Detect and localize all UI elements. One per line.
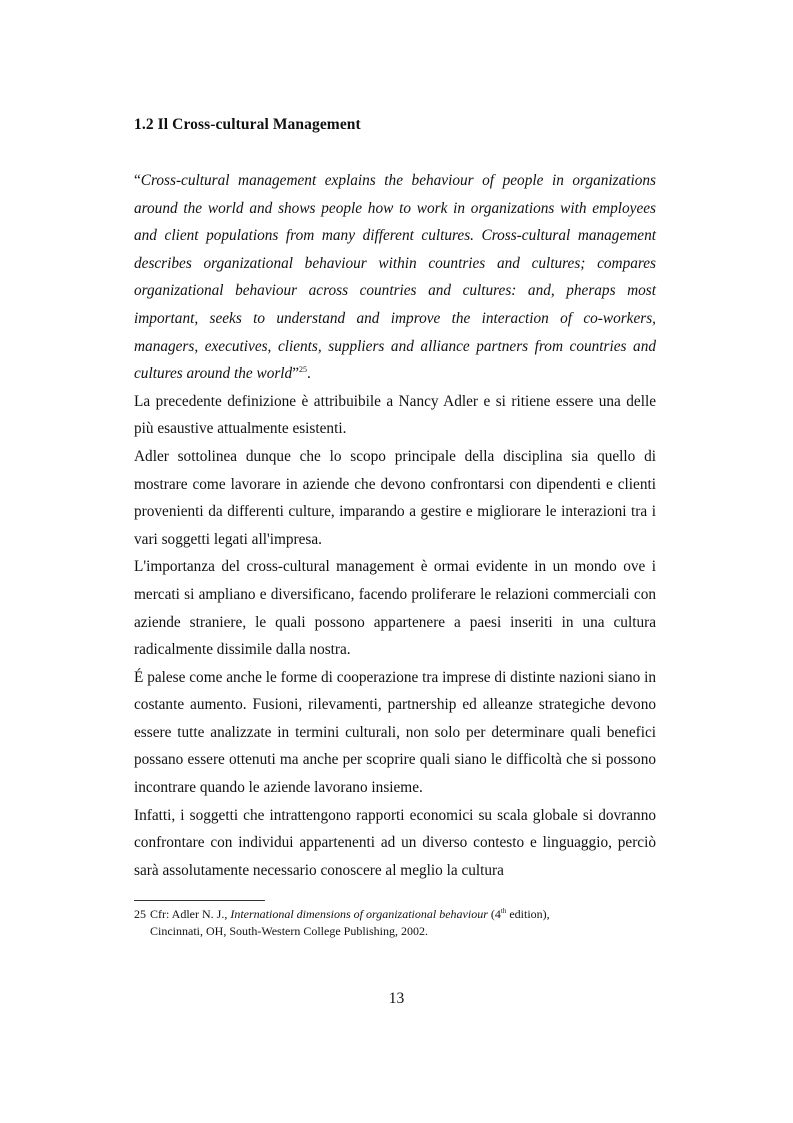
page-number: 13 [388, 990, 405, 1007]
quote-text: Cross-cultural management explains the behaviour of people in organizations around the world and shows people how to work in organizations with employees and client populations from many different cultures. Cross-cultural management describes organizational behaviour within countries and cultures; compares organizational behaviour across countries and cultures: and, pheraps most important, seeks to understand and improve the interaction of co-workers, managers, executives, clients, suppliers and alliance partners from countries and cultures around the world [134, 172, 656, 383]
footnote-publisher: Cincinnati, OH, South-Western College Publishing, 2002. [150, 924, 429, 938]
footnote-edition-close: edition), [509, 907, 550, 921]
footnote [134, 906, 656, 939]
section-heading: 1.2 Il Cross-cultural Management [134, 116, 361, 133]
block-quote [134, 167, 656, 388]
paragraph: La precedente definizione è attribuibile a Nancy Adler e si ritiene essere una delle più esaustive attualmente esistenti. [134, 392, 656, 438]
paragraph: Adler sottolinea dunque che lo scopo principale della disciplina sia quello di mostrare come lavorare in aziende che devono confrontarsi con dipendenti e clienti provenienti da differenti culture, imparando a gestire e migliorare le interazioni tra i vari soggetti legati all'impresa. [134, 447, 656, 548]
paragraph: Infatti, i soggetti che intrattengono rapporti economici su scala globale si dovranno confrontare con individui appartenenti ad un diverso contesto e linguaggio, perciò sarà assolutamente necessario conoscere al meglio la cultura [134, 806, 656, 879]
footnote-number: 25 [134, 907, 146, 921]
body-text [134, 167, 656, 884]
footnote-prefix: Cfr: Adler N. J., [150, 907, 228, 921]
paragraph: É palese come anche le forme di cooperazione tra imprese di distinte nazioni siano in costante aumento. Fusioni, rilevamenti, partnership ed alleanze strategiche devono essere tutte analizzate in termini culturali, non solo per determinare quali benefici possano essere ottenuti ma anche per scoprire quali siano le difficoltà che si possono incontrare quando le aziende lavorano insieme. [134, 668, 656, 797]
footnote-line-1 [134, 906, 656, 922]
footnote-ref[interactable]: 25 [299, 365, 308, 375]
paragraph: L'importanza del cross-cultural management è ormai evidente in un mondo ove i mercati si ampliano e diversificano, facendo proliferare le relazioni commerciali con aziende straniere, le quali possono appartenere a paesi inseriti in una cultura radicalmente dissimile dalla nostra. [134, 558, 656, 659]
footnote-title: International dimensions of organizational behaviour [230, 907, 488, 921]
footnote-edition-sup: th [500, 907, 507, 915]
footnote-divider [134, 900, 265, 901]
quote-close-mark: ” [292, 365, 300, 383]
quote-open-mark: “ [134, 172, 141, 189]
footnote-edition-open: (4 [490, 907, 501, 921]
quote-end: . [307, 365, 311, 383]
